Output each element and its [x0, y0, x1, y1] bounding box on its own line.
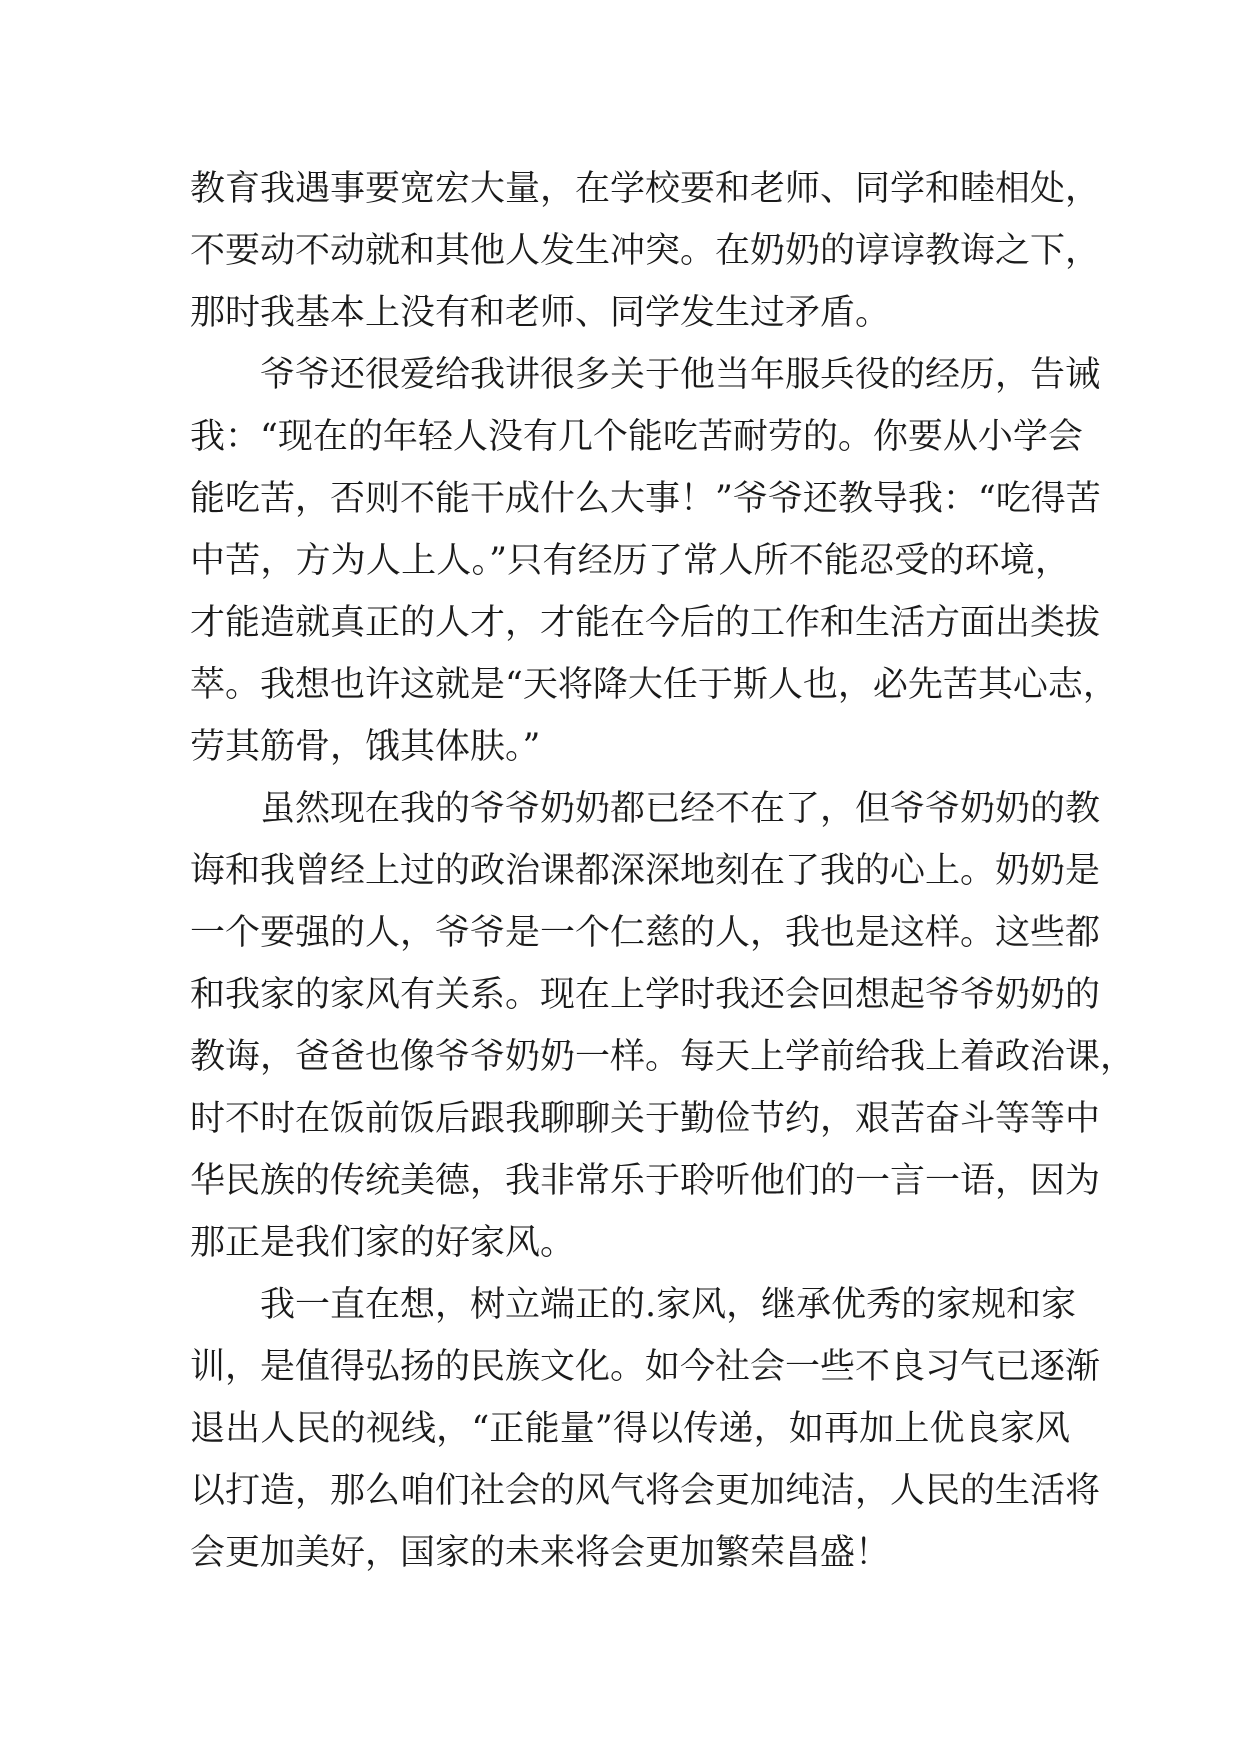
text-line: 我：“现在的年轻人没有几个能吃苦耐劳的。你要从小学会 [190, 417, 1083, 457]
text-line: 我一直在想，树立端正的.家风，继承优秀的家规和家 [260, 1285, 1077, 1325]
text-line: 训，是值得弘扬的民族文化。如今社会一些不良习气已逐渐 [190, 1347, 1101, 1387]
text-line: 教诲，爸爸也像爷爷奶奶一样。每天上学前给我上着政治课， [190, 1037, 1136, 1077]
text-line: 会更加美好，国家的未来将会更加繁荣昌盛！ [190, 1533, 891, 1573]
text-line: 不要动不动就和其他人发生冲突。在奶奶的谆谆教诲之下， [190, 231, 1101, 271]
text-line: 诲和我曾经上过的政治课都深深地刻在了我的心上。奶奶是 [190, 851, 1101, 891]
text-line: 以打造，那么咱们社会的风气将会更加纯洁，人民的生活将 [190, 1471, 1101, 1511]
text-line: 虽然现在我的爷爷奶奶都已经不在了，但爷爷奶奶的教 [260, 789, 1101, 829]
text-line: 中苦，方为人上人。”只有经历了常人所不能忍受的环境， [190, 541, 1070, 581]
paragraph-1 [190, 158, 1101, 344]
text-line: 时不时在饭前饭后跟我聊聊关于勤俭节约，艰苦奋斗等等中 [190, 1099, 1101, 1139]
text-line: 那时我基本上没有和老师、同学发生过矛盾。 [190, 293, 891, 333]
text-line: 和我家的家风有关系。现在上学时我还会回想起爷爷奶奶的 [190, 975, 1101, 1015]
paragraph-2 [190, 344, 1118, 778]
text-line: 一个要强的人，爷爷是一个仁慈的人，我也是这样。这些都 [190, 913, 1101, 953]
text-line: 劳其筋骨，饿其体肤。” [190, 727, 541, 767]
document-body [190, 158, 1136, 1584]
text-line: 才能造就真正的人才，才能在今后的工作和生活方面出类拔 [190, 603, 1101, 643]
paragraph-3 [190, 778, 1136, 1274]
text-line: 退出人民的视线，“正能量”得以传递，如再加上优良家风 [190, 1409, 1070, 1449]
text-line: 萃。我想也许这就是“天将降大任于斯人也，必先苦其心志， [190, 665, 1118, 705]
text-line: 华民族的传统美德，我非常乐于聆听他们的一言一语，因为 [190, 1161, 1101, 1201]
text-line: 爷爷还很爱给我讲很多关于他当年服兵役的经历，告诫 [260, 355, 1101, 395]
text-line: 教育我遇事要宽宏大量，在学校要和老师、同学和睦相处， [190, 169, 1101, 209]
text-line: 那正是我们家的好家风。 [190, 1223, 576, 1263]
paragraph-4 [190, 1274, 1101, 1584]
text-line: 能吃苦，否则不能干成什么大事！”爷爷还教导我：“吃得苦 [190, 479, 1101, 519]
